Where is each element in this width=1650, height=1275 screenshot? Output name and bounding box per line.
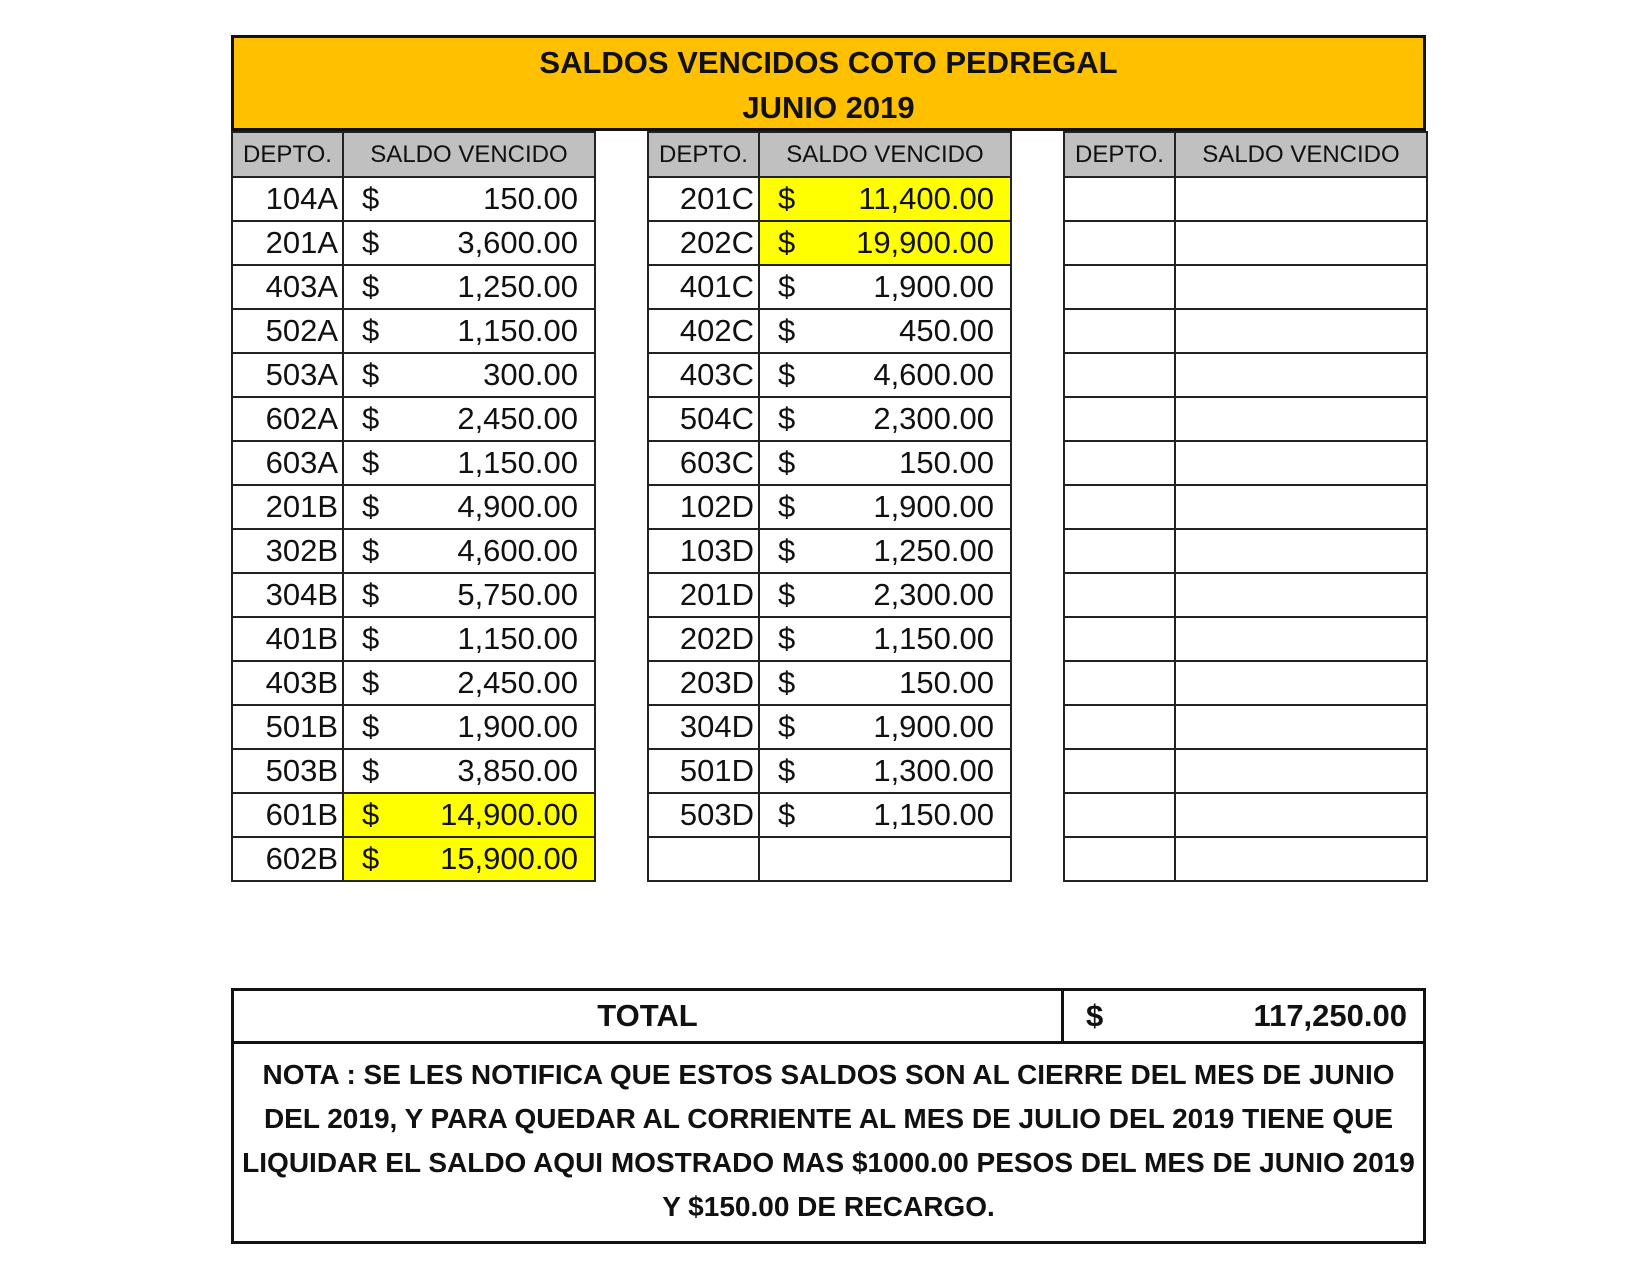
table-row: [232, 397, 595, 441]
currency-symbol: $: [362, 313, 380, 348]
table-row: [232, 177, 595, 221]
depto-cell: 304D: [648, 705, 759, 749]
table-row: [648, 837, 1011, 881]
saldo-cell: [1175, 397, 1427, 441]
saldo-value: 1,150.00: [873, 797, 994, 832]
currency-symbol: $: [362, 665, 380, 700]
depto-cell: 202D: [648, 617, 759, 661]
saldo-cell: [343, 177, 595, 221]
depto-cell: [1064, 309, 1175, 353]
saldo-cell: [343, 529, 595, 573]
saldo-value: 11,400.00: [858, 181, 994, 216]
depto-cell: 602A: [232, 397, 343, 441]
table-row: [232, 837, 595, 881]
saldo-value: 2,300.00: [873, 577, 994, 612]
table-row: [1064, 441, 1427, 485]
depto-cell: [1064, 705, 1175, 749]
column-header-saldo: SALDO VENCIDO: [1175, 132, 1427, 177]
table-row: [1064, 749, 1427, 793]
depto-cell: [1064, 573, 1175, 617]
saldo-cell: [343, 793, 595, 837]
depto-cell: 501B: [232, 705, 343, 749]
depto-cell: 501D: [648, 749, 759, 793]
saldo-value: 15,900.00: [440, 841, 578, 876]
depto-cell: 602B: [232, 837, 343, 881]
table-row: [648, 749, 1011, 793]
saldo-value: 1,250.00: [457, 269, 578, 304]
saldo-cell: [1175, 617, 1427, 661]
table-row: [648, 177, 1011, 221]
saldo-cell: [759, 485, 1011, 529]
currency-symbol: $: [362, 357, 380, 392]
notice-text: NOTA : SE LES NOTIFICA QUE ESTOS SALDOS SON AL CIERRE DEL MES DE JUNIO DEL 2019, Y PARA QUEDAR AL CORRIENTE AL MES DE JULIO DEL 2019 TIENE QUE LIQUIDAR EL SALDO AQUI MOSTRADO MAS $1000.00 PESOS DEL MES DE JUNIO 2019 Y $150.00 DE RECARGO.: [242, 1059, 1415, 1222]
depto-cell: 201A: [232, 221, 343, 265]
saldo-cell: [1175, 749, 1427, 793]
table-header-row: [648, 132, 1011, 177]
depto-cell: [1064, 837, 1175, 881]
saldo-cell: [1175, 353, 1427, 397]
table-header-row: [1064, 132, 1427, 177]
depto-cell: [1064, 265, 1175, 309]
saldo-value: 150.00: [899, 445, 994, 480]
saldo-value: 3,600.00: [457, 225, 578, 260]
currency-symbol: $: [778, 621, 796, 656]
table-row: [1064, 309, 1427, 353]
table-row: [648, 221, 1011, 265]
column-header-depto: DEPTO.: [648, 132, 759, 177]
table-row: [648, 573, 1011, 617]
summary-box: [231, 988, 1426, 1244]
total-label: TOTAL: [234, 991, 1064, 1041]
currency-symbol: $: [362, 533, 380, 568]
saldo-cell: [759, 221, 1011, 265]
depto-cell: 403A: [232, 265, 343, 309]
currency-symbol: $: [778, 445, 796, 480]
balances-table-2: [647, 131, 1012, 882]
depto-cell: [1064, 661, 1175, 705]
saldo-cell: [343, 221, 595, 265]
balances-table-1: [231, 131, 596, 882]
depto-cell: 302B: [232, 529, 343, 573]
depto-cell: 304B: [232, 573, 343, 617]
currency-symbol: $: [778, 577, 796, 612]
column-header-saldo: SALDO VENCIDO: [343, 132, 595, 177]
depto-cell: 402C: [648, 309, 759, 353]
currency-symbol: $: [362, 577, 380, 612]
report-header: [231, 35, 1426, 131]
saldo-value: 1,150.00: [873, 621, 994, 656]
saldo-value: 150.00: [483, 181, 578, 216]
saldo-value: 2,450.00: [457, 665, 578, 700]
saldo-value: 4,600.00: [457, 533, 578, 568]
saldo-value: 2,300.00: [873, 401, 994, 436]
saldo-value: 19,900.00: [856, 225, 994, 260]
saldo-cell: [1175, 309, 1427, 353]
table-row: [648, 705, 1011, 749]
saldo-value: 1,150.00: [457, 445, 578, 480]
table-row: [232, 353, 595, 397]
table-row: [232, 485, 595, 529]
table-row: [232, 309, 595, 353]
currency-symbol: $: [362, 225, 380, 260]
table-row: [1064, 617, 1427, 661]
depto-cell: 201C: [648, 177, 759, 221]
table-row: [232, 793, 595, 837]
depto-cell: 403B: [232, 661, 343, 705]
saldo-value: 1,900.00: [873, 709, 994, 744]
currency-symbol: $: [778, 709, 796, 744]
depto-cell: 203D: [648, 661, 759, 705]
saldo-cell: [1175, 793, 1427, 837]
depto-cell: [1064, 397, 1175, 441]
depto-cell: [1064, 617, 1175, 661]
saldo-cell: [759, 749, 1011, 793]
total-value: 117,250.00: [1253, 998, 1407, 1033]
saldo-cell: [1175, 221, 1427, 265]
saldo-value: 1,900.00: [873, 269, 994, 304]
saldo-value: 2,450.00: [457, 401, 578, 436]
depto-cell: 502A: [232, 309, 343, 353]
saldo-value: 14,900.00: [440, 797, 578, 832]
saldo-cell: [759, 705, 1011, 749]
depto-cell: 104A: [232, 177, 343, 221]
table-row: [648, 265, 1011, 309]
saldo-cell: [343, 397, 595, 441]
saldo-cell: [343, 573, 595, 617]
depto-cell: [1064, 529, 1175, 573]
table-row: [232, 529, 595, 573]
table-row: [1064, 177, 1427, 221]
balances-table-3: [1063, 131, 1428, 882]
saldo-cell: [343, 749, 595, 793]
table-row: [1064, 485, 1427, 529]
depto-cell: [1064, 485, 1175, 529]
table-row: [648, 617, 1011, 661]
table-row: [232, 749, 595, 793]
saldo-cell: [1175, 441, 1427, 485]
depto-cell: [1064, 177, 1175, 221]
currency-symbol: $: [362, 797, 380, 832]
table-row: [648, 441, 1011, 485]
currency-symbol: $: [778, 533, 796, 568]
depto-cell: 401C: [648, 265, 759, 309]
depto-cell: [1064, 749, 1175, 793]
table-row: [1064, 705, 1427, 749]
table-row: [232, 705, 595, 749]
table-row: [232, 441, 595, 485]
saldo-cell: [1175, 529, 1427, 573]
total-currency: $: [1086, 998, 1104, 1033]
currency-symbol: $: [362, 621, 380, 656]
saldo-cell: [1175, 705, 1427, 749]
table-row: [648, 397, 1011, 441]
depto-cell: 103D: [648, 529, 759, 573]
saldo-cell: [759, 397, 1011, 441]
saldo-cell: [759, 617, 1011, 661]
currency-symbol: $: [778, 665, 796, 700]
saldo-cell: [759, 529, 1011, 573]
column-header-depto: DEPTO.: [1064, 132, 1175, 177]
saldo-cell: [759, 837, 1011, 881]
saldo-value: 1,150.00: [457, 313, 578, 348]
saldo-cell: [343, 837, 595, 881]
column-header-saldo: SALDO VENCIDO: [759, 132, 1011, 177]
table-header-row: [232, 132, 595, 177]
saldo-cell: [343, 705, 595, 749]
currency-symbol: $: [362, 269, 380, 304]
saldo-value: 1,300.00: [873, 753, 994, 788]
depto-cell: [648, 837, 759, 881]
table-row: [232, 221, 595, 265]
total-row: [234, 991, 1423, 1044]
depto-cell: 503A: [232, 353, 343, 397]
depto-cell: 504C: [648, 397, 759, 441]
depto-cell: 503D: [648, 793, 759, 837]
currency-symbol: $: [778, 489, 796, 524]
table-row: [648, 485, 1011, 529]
depto-cell: 202C: [648, 221, 759, 265]
saldo-value: 1,900.00: [873, 489, 994, 524]
depto-cell: 403C: [648, 353, 759, 397]
saldo-cell: [759, 661, 1011, 705]
report-subtitle: JUNIO 2019: [742, 90, 915, 125]
table-row: [648, 309, 1011, 353]
saldo-cell: [759, 793, 1011, 837]
saldo-value: 3,850.00: [457, 753, 578, 788]
saldo-value: 5,750.00: [457, 577, 578, 612]
depto-cell: [1064, 353, 1175, 397]
table-row: [1064, 661, 1427, 705]
table-row: [1064, 573, 1427, 617]
table-row: [648, 793, 1011, 837]
saldo-value: 4,900.00: [457, 489, 578, 524]
currency-symbol: $: [362, 445, 380, 480]
saldo-cell: [343, 309, 595, 353]
currency-symbol: $: [778, 313, 796, 348]
saldo-value: 4,600.00: [873, 357, 994, 392]
saldo-cell: [759, 353, 1011, 397]
depto-cell: [1064, 221, 1175, 265]
currency-symbol: $: [362, 181, 380, 216]
saldo-cell: [1175, 573, 1427, 617]
depto-cell: 603C: [648, 441, 759, 485]
table-row: [232, 661, 595, 705]
table-row: [648, 529, 1011, 573]
saldo-value: 1,150.00: [457, 621, 578, 656]
table-row: [1064, 529, 1427, 573]
report-title: SALDOS VENCIDOS COTO PEDREGAL: [539, 45, 1118, 80]
table-row: [648, 353, 1011, 397]
currency-symbol: $: [362, 841, 380, 876]
saldo-cell: [759, 309, 1011, 353]
currency-symbol: $: [778, 357, 796, 392]
saldo-value: 1,250.00: [873, 533, 994, 568]
currency-symbol: $: [362, 753, 380, 788]
saldo-cell: [343, 441, 595, 485]
saldo-cell: [1175, 177, 1427, 221]
column-header-depto: DEPTO.: [232, 132, 343, 177]
saldo-cell: [1175, 265, 1427, 309]
saldo-cell: [343, 661, 595, 705]
depto-cell: 201B: [232, 485, 343, 529]
currency-symbol: $: [778, 181, 796, 216]
table-row: [1064, 353, 1427, 397]
saldo-value: 150.00: [899, 665, 994, 700]
depto-cell: 603A: [232, 441, 343, 485]
depto-cell: 102D: [648, 485, 759, 529]
table-row: [232, 617, 595, 661]
saldo-value: 300.00: [483, 357, 578, 392]
table-row: [1064, 265, 1427, 309]
currency-symbol: $: [362, 489, 380, 524]
table-row: [1064, 837, 1427, 881]
currency-symbol: $: [778, 401, 796, 436]
table-row: [1064, 793, 1427, 837]
saldo-cell: [1175, 661, 1427, 705]
depto-cell: [1064, 441, 1175, 485]
table-row: [1064, 221, 1427, 265]
saldo-cell: [1175, 485, 1427, 529]
saldo-cell: [759, 265, 1011, 309]
table-row: [648, 661, 1011, 705]
saldo-cell: [759, 573, 1011, 617]
saldo-cell: [343, 265, 595, 309]
saldo-cell: [343, 353, 595, 397]
depto-cell: 503B: [232, 749, 343, 793]
depto-cell: 601B: [232, 793, 343, 837]
currency-symbol: $: [778, 225, 796, 260]
saldo-cell: [343, 617, 595, 661]
saldo-cell: [759, 441, 1011, 485]
saldo-value: 450.00: [899, 313, 994, 348]
table-row: [1064, 397, 1427, 441]
depto-cell: 201D: [648, 573, 759, 617]
table-row: [232, 265, 595, 309]
currency-symbol: $: [362, 401, 380, 436]
saldo-value: 1,900.00: [457, 709, 578, 744]
currency-symbol: $: [778, 269, 796, 304]
currency-symbol: $: [778, 753, 796, 788]
table-row: [232, 573, 595, 617]
currency-symbol: $: [778, 797, 796, 832]
saldo-cell: [759, 177, 1011, 221]
depto-cell: 401B: [232, 617, 343, 661]
saldo-cell: [343, 485, 595, 529]
depto-cell: [1064, 793, 1175, 837]
saldo-cell: [1175, 837, 1427, 881]
currency-symbol: $: [362, 709, 380, 744]
